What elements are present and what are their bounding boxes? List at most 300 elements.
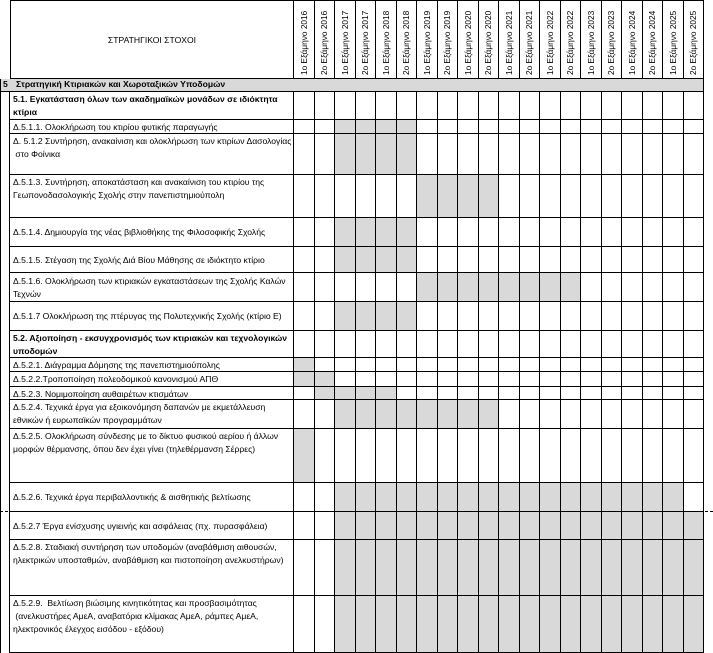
gantt-cell-filled[interactable] <box>356 540 377 596</box>
gantt-cell-filled[interactable] <box>356 512 377 540</box>
gantt-cell-empty[interactable] <box>684 218 705 247</box>
gantt-cell-empty[interactable] <box>458 92 479 120</box>
gantt-cell-filled[interactable] <box>397 596 418 653</box>
gantt-cell-filled[interactable] <box>335 400 356 429</box>
column-header[interactable] <box>397 0 418 79</box>
gantt-cell-empty[interactable] <box>479 302 500 331</box>
gantt-cell-filled[interactable] <box>335 512 356 540</box>
gantt-cell-empty[interactable] <box>602 400 623 429</box>
gantt-cell-filled[interactable] <box>438 400 459 429</box>
gantt-cell-filled[interactable] <box>397 120 418 134</box>
gantt-cell-empty[interactable] <box>458 218 479 247</box>
gantt-cell-empty[interactable] <box>540 92 561 120</box>
gantt-cell-filled[interactable] <box>417 512 438 540</box>
gantt-cell-empty[interactable] <box>520 175 541 218</box>
gantt-cell-empty[interactable] <box>663 387 684 400</box>
gantt-cell-empty[interactable] <box>520 331 541 358</box>
gantt-cell-empty[interactable] <box>540 372 561 387</box>
column-header[interactable] <box>356 0 377 79</box>
gantt-cell-empty[interactable] <box>438 302 459 331</box>
gantt-cell-empty[interactable] <box>315 120 336 134</box>
gantt-cell-empty[interactable] <box>479 331 500 358</box>
gantt-cell-empty[interactable] <box>315 331 336 358</box>
gantt-cell-empty[interactable] <box>479 429 500 483</box>
gantt-cell-filled[interactable] <box>458 273 479 302</box>
gantt-cell-empty[interactable] <box>684 273 705 302</box>
gantt-cell-empty[interactable] <box>684 372 705 387</box>
gantt-cell-filled[interactable] <box>335 247 356 273</box>
gantt-cell-empty[interactable] <box>294 120 315 134</box>
gantt-cell-filled[interactable] <box>581 483 602 512</box>
gantt-cell-filled[interactable] <box>397 134 418 175</box>
gantt-cell-filled[interactable] <box>397 247 418 273</box>
gantt-cell-empty[interactable] <box>294 483 315 512</box>
gantt-cell-filled[interactable] <box>397 218 418 247</box>
gantt-cell-empty[interactable] <box>540 429 561 483</box>
gantt-cell-filled[interactable] <box>397 483 418 512</box>
gantt-cell-filled[interactable] <box>663 512 684 540</box>
gantt-cell-filled[interactable] <box>356 400 377 429</box>
gantt-cell-empty[interactable] <box>561 400 582 429</box>
gantt-cell-empty[interactable] <box>458 331 479 358</box>
gantt-cell-empty[interactable] <box>684 247 705 273</box>
gantt-cell-empty[interactable] <box>294 92 315 120</box>
gantt-cell-filled[interactable] <box>356 596 377 653</box>
gantt-cell-empty[interactable] <box>684 387 705 400</box>
gantt-cell-empty[interactable] <box>294 331 315 358</box>
gantt-cell-empty[interactable] <box>376 175 397 218</box>
gantt-cell-empty[interactable] <box>684 120 705 134</box>
gantt-cell-empty[interactable] <box>356 175 377 218</box>
gantt-cell-filled[interactable] <box>438 175 459 218</box>
gantt-cell-empty[interactable] <box>622 400 643 429</box>
column-header[interactable] <box>622 0 643 79</box>
gantt-cell-empty[interactable] <box>643 331 664 358</box>
gantt-cell-empty[interactable] <box>602 429 623 483</box>
gantt-cell-filled[interactable] <box>520 273 541 302</box>
table-row-label-cell[interactable] <box>10 483 294 512</box>
gantt-cell-empty[interactable] <box>602 358 623 372</box>
table-row-label-cell[interactable] <box>10 273 294 302</box>
gantt-cell-empty[interactable] <box>602 273 623 302</box>
gantt-cell-filled[interactable] <box>335 387 356 400</box>
gantt-cell-empty[interactable] <box>643 134 664 175</box>
gantt-cell-empty[interactable] <box>602 387 623 400</box>
gantt-cell-empty[interactable] <box>417 358 438 372</box>
gantt-cell-filled[interactable] <box>581 596 602 653</box>
gantt-cell-filled[interactable] <box>581 512 602 540</box>
gantt-cell-empty[interactable] <box>499 92 520 120</box>
gantt-cell-empty[interactable] <box>684 429 705 483</box>
gantt-cell-empty[interactable] <box>315 218 336 247</box>
gantt-cell-filled[interactable] <box>499 540 520 596</box>
gantt-cell-empty[interactable] <box>479 387 500 400</box>
gantt-cell-empty[interactable] <box>397 331 418 358</box>
gantt-cell-filled[interactable] <box>356 302 377 331</box>
gantt-cell-filled[interactable] <box>417 596 438 653</box>
gantt-cell-empty[interactable] <box>684 331 705 358</box>
gantt-cell-empty[interactable] <box>622 372 643 387</box>
gantt-cell-empty[interactable] <box>663 273 684 302</box>
gantt-cell-filled[interactable] <box>602 540 623 596</box>
column-header[interactable] <box>294 0 315 79</box>
gantt-cell-empty[interactable] <box>438 218 459 247</box>
gantt-cell-empty[interactable] <box>315 596 336 653</box>
gantt-cell-empty[interactable] <box>294 387 315 400</box>
gantt-cell-empty[interactable] <box>499 358 520 372</box>
gantt-cell-empty[interactable] <box>499 120 520 134</box>
gantt-cell-empty[interactable] <box>479 92 500 120</box>
gantt-cell-filled[interactable] <box>417 273 438 302</box>
column-header[interactable] <box>663 0 684 79</box>
gantt-cell-empty[interactable] <box>315 358 336 372</box>
table-row-label-cell[interactable] <box>10 218 294 247</box>
gantt-cell-empty[interactable] <box>602 331 623 358</box>
gantt-cell-empty[interactable] <box>520 134 541 175</box>
gantt-cell-empty[interactable] <box>581 429 602 483</box>
gantt-cell-empty[interactable] <box>684 302 705 331</box>
gantt-cell-filled[interactable] <box>438 512 459 540</box>
gantt-cell-empty[interactable] <box>335 372 356 387</box>
gantt-cell-filled[interactable] <box>376 512 397 540</box>
gantt-cell-empty[interactable] <box>581 387 602 400</box>
gantt-cell-empty[interactable] <box>602 302 623 331</box>
gantt-cell-filled[interactable] <box>458 175 479 218</box>
gantt-cell-empty[interactable] <box>458 372 479 387</box>
gantt-cell-filled[interactable] <box>561 540 582 596</box>
gantt-cell-empty[interactable] <box>417 331 438 358</box>
gantt-cell-filled[interactable] <box>561 273 582 302</box>
gantt-cell-empty[interactable] <box>520 247 541 273</box>
gantt-cell-empty[interactable] <box>561 134 582 175</box>
gantt-cell-empty[interactable] <box>315 400 336 429</box>
gantt-cell-filled[interactable] <box>294 429 315 483</box>
gantt-cell-empty[interactable] <box>397 358 418 372</box>
gantt-cell-filled[interactable] <box>376 218 397 247</box>
gantt-cell-filled[interactable] <box>540 273 561 302</box>
gantt-cell-filled[interactable] <box>479 540 500 596</box>
gantt-cell-filled[interactable] <box>376 247 397 273</box>
table-row-label-cell[interactable] <box>10 358 294 372</box>
gantt-cell-filled[interactable] <box>356 387 377 400</box>
gantt-cell-empty[interactable] <box>581 400 602 429</box>
gantt-cell-empty[interactable] <box>499 218 520 247</box>
gantt-cell-filled[interactable] <box>458 596 479 653</box>
gantt-cell-empty[interactable] <box>663 247 684 273</box>
gantt-cell-empty[interactable] <box>622 175 643 218</box>
gantt-cell-empty[interactable] <box>294 175 315 218</box>
gantt-cell-empty[interactable] <box>663 134 684 175</box>
table-row-label-cell[interactable] <box>10 387 294 400</box>
gantt-cell-filled[interactable] <box>356 134 377 175</box>
gantt-cell-empty[interactable] <box>520 120 541 134</box>
gantt-cell-empty[interactable] <box>581 92 602 120</box>
gantt-cell-empty[interactable] <box>663 400 684 429</box>
gantt-cell-empty[interactable] <box>602 247 623 273</box>
gantt-cell-filled[interactable] <box>643 483 664 512</box>
gantt-cell-filled[interactable] <box>315 387 336 400</box>
gantt-cell-filled[interactable] <box>397 512 418 540</box>
gantt-cell-filled[interactable] <box>335 120 356 134</box>
gantt-cell-filled[interactable] <box>643 596 664 653</box>
gantt-cell-filled[interactable] <box>438 273 459 302</box>
gantt-cell-empty[interactable] <box>663 358 684 372</box>
gantt-cell-empty[interactable] <box>561 92 582 120</box>
gantt-cell-filled[interactable] <box>499 273 520 302</box>
gantt-cell-filled[interactable] <box>458 483 479 512</box>
gantt-cell-empty[interactable] <box>499 372 520 387</box>
gantt-cell-empty[interactable] <box>520 92 541 120</box>
gantt-cell-empty[interactable] <box>561 331 582 358</box>
gantt-cell-filled[interactable] <box>622 483 643 512</box>
gantt-cell-empty[interactable] <box>438 247 459 273</box>
gantt-cell-empty[interactable] <box>663 92 684 120</box>
gantt-cell-empty[interactable] <box>540 331 561 358</box>
gantt-cell-empty[interactable] <box>663 331 684 358</box>
gantt-cell-empty[interactable] <box>602 218 623 247</box>
gantt-cell-empty[interactable] <box>376 372 397 387</box>
gantt-cell-empty[interactable] <box>684 92 705 120</box>
gantt-cell-filled[interactable] <box>376 400 397 429</box>
gantt-cell-filled[interactable] <box>356 483 377 512</box>
gantt-cell-filled[interactable] <box>499 483 520 512</box>
table-row-label-cell[interactable] <box>10 302 294 331</box>
gantt-cell-filled[interactable] <box>643 540 664 596</box>
gantt-cell-filled[interactable] <box>684 540 705 596</box>
gantt-cell-empty[interactable] <box>397 387 418 400</box>
gantt-cell-filled[interactable] <box>520 512 541 540</box>
gantt-cell-filled[interactable] <box>540 540 561 596</box>
gantt-cell-empty[interactable] <box>643 92 664 120</box>
gantt-cell-empty[interactable] <box>581 302 602 331</box>
column-header[interactable] <box>479 0 500 79</box>
gantt-cell-filled[interactable] <box>356 218 377 247</box>
gantt-cell-filled[interactable] <box>417 400 438 429</box>
gantt-cell-empty[interactable] <box>315 92 336 120</box>
gantt-cell-empty[interactable] <box>622 273 643 302</box>
gantt-cell-empty[interactable] <box>335 429 356 483</box>
gantt-cell-filled[interactable] <box>397 400 418 429</box>
gantt-cell-empty[interactable] <box>315 540 336 596</box>
gantt-cell-empty[interactable] <box>622 134 643 175</box>
gantt-cell-empty[interactable] <box>376 273 397 302</box>
gantt-cell-empty[interactable] <box>622 358 643 372</box>
gantt-cell-empty[interactable] <box>540 134 561 175</box>
table-row-label-cell[interactable] <box>10 247 294 273</box>
gantt-cell-empty[interactable] <box>684 134 705 175</box>
column-header[interactable] <box>376 0 397 79</box>
gantt-cell-empty[interactable] <box>417 247 438 273</box>
gantt-cell-filled[interactable] <box>602 512 623 540</box>
gantt-cell-filled[interactable] <box>479 596 500 653</box>
gantt-cell-filled[interactable] <box>397 302 418 331</box>
gantt-cell-empty[interactable] <box>294 400 315 429</box>
gantt-cell-empty[interactable] <box>622 120 643 134</box>
gantt-cell-empty[interactable] <box>376 429 397 483</box>
column-header[interactable] <box>540 0 561 79</box>
gantt-cell-empty[interactable] <box>335 175 356 218</box>
gantt-cell-filled[interactable] <box>335 302 356 331</box>
gantt-cell-filled[interactable] <box>602 596 623 653</box>
gantt-cell-empty[interactable] <box>561 120 582 134</box>
gantt-cell-empty[interactable] <box>561 358 582 372</box>
gantt-cell-empty[interactable] <box>397 92 418 120</box>
table-row-label-cell[interactable] <box>10 429 294 483</box>
gantt-cell-empty[interactable] <box>417 134 438 175</box>
section-row[interactable] <box>0 79 704 92</box>
gantt-cell-filled[interactable] <box>520 483 541 512</box>
gantt-cell-empty[interactable] <box>315 512 336 540</box>
gantt-cell-empty[interactable] <box>684 483 705 512</box>
gantt-cell-empty[interactable] <box>581 331 602 358</box>
gantt-cell-empty[interactable] <box>561 175 582 218</box>
gantt-cell-empty[interactable] <box>581 358 602 372</box>
gantt-cell-empty[interactable] <box>643 358 664 372</box>
column-header[interactable] <box>520 0 541 79</box>
gantt-cell-empty[interactable] <box>540 218 561 247</box>
table-row-label-cell[interactable] <box>10 400 294 429</box>
gantt-cell-empty[interactable] <box>499 429 520 483</box>
gantt-cell-empty[interactable] <box>520 218 541 247</box>
gantt-cell-filled[interactable] <box>561 512 582 540</box>
gantt-cell-empty[interactable] <box>663 429 684 483</box>
column-header[interactable] <box>684 0 705 79</box>
gantt-cell-empty[interactable] <box>520 358 541 372</box>
gantt-cell-empty[interactable] <box>622 429 643 483</box>
gantt-cell-empty[interactable] <box>499 247 520 273</box>
gantt-cell-filled[interactable] <box>479 483 500 512</box>
table-row-label-cell[interactable] <box>10 512 294 540</box>
gantt-cell-filled[interactable] <box>315 372 336 387</box>
gantt-cell-filled[interactable] <box>438 540 459 596</box>
gantt-cell-empty[interactable] <box>417 218 438 247</box>
table-row-label-cell[interactable] <box>10 134 294 175</box>
gantt-cell-empty[interactable] <box>643 387 664 400</box>
table-row-label-cell[interactable] <box>10 540 294 596</box>
gantt-cell-empty[interactable] <box>356 331 377 358</box>
gantt-cell-empty[interactable] <box>356 372 377 387</box>
gantt-cell-empty[interactable] <box>581 247 602 273</box>
gantt-cell-empty[interactable] <box>622 92 643 120</box>
gantt-cell-empty[interactable] <box>602 175 623 218</box>
gantt-cell-filled[interactable] <box>376 302 397 331</box>
column-header[interactable] <box>438 0 459 79</box>
gantt-cell-empty[interactable] <box>622 331 643 358</box>
gantt-cell-empty[interactable] <box>663 120 684 134</box>
gantt-cell-empty[interactable] <box>561 387 582 400</box>
gantt-cell-empty[interactable] <box>581 218 602 247</box>
gantt-cell-empty[interactable] <box>663 218 684 247</box>
gantt-cell-empty[interactable] <box>417 429 438 483</box>
gantt-cell-empty[interactable] <box>335 273 356 302</box>
gantt-cell-empty[interactable] <box>376 331 397 358</box>
column-header[interactable] <box>458 0 479 79</box>
gantt-cell-empty[interactable] <box>315 175 336 218</box>
gantt-cell-filled[interactable] <box>663 596 684 653</box>
gantt-cell-empty[interactable] <box>438 429 459 483</box>
gantt-cell-filled[interactable] <box>684 512 705 540</box>
header-title-cell[interactable] <box>10 0 294 79</box>
column-header[interactable] <box>561 0 582 79</box>
gantt-cell-filled[interactable] <box>643 512 664 540</box>
gantt-cell-filled[interactable] <box>684 596 705 653</box>
gantt-cell-empty[interactable] <box>561 218 582 247</box>
gantt-cell-empty[interactable] <box>499 302 520 331</box>
gantt-cell-empty[interactable] <box>294 134 315 175</box>
gantt-cell-filled[interactable] <box>376 120 397 134</box>
gantt-cell-filled[interactable] <box>458 540 479 596</box>
gantt-cell-filled[interactable] <box>397 540 418 596</box>
gantt-cell-filled[interactable] <box>376 540 397 596</box>
gantt-cell-filled[interactable] <box>294 358 315 372</box>
gantt-cell-filled[interactable] <box>376 387 397 400</box>
gantt-cell-empty[interactable] <box>376 358 397 372</box>
gantt-cell-filled[interactable] <box>376 483 397 512</box>
gantt-cell-empty[interactable] <box>458 302 479 331</box>
gantt-cell-empty[interactable] <box>458 387 479 400</box>
table-row-label-cell[interactable] <box>10 92 294 120</box>
gantt-cell-filled[interactable] <box>458 512 479 540</box>
gantt-cell-empty[interactable] <box>684 400 705 429</box>
gantt-cell-empty[interactable] <box>458 358 479 372</box>
gantt-cell-empty[interactable] <box>479 247 500 273</box>
gantt-cell-empty[interactable] <box>294 302 315 331</box>
gantt-cell-filled[interactable] <box>458 400 479 429</box>
gantt-cell-filled[interactable] <box>663 483 684 512</box>
gantt-cell-filled[interactable] <box>417 483 438 512</box>
gantt-cell-empty[interactable] <box>315 483 336 512</box>
gantt-cell-filled[interactable] <box>520 540 541 596</box>
gantt-cell-empty[interactable] <box>581 273 602 302</box>
gantt-cell-empty[interactable] <box>663 175 684 218</box>
gantt-cell-empty[interactable] <box>315 134 336 175</box>
gantt-cell-empty[interactable] <box>479 218 500 247</box>
gantt-cell-empty[interactable] <box>499 134 520 175</box>
gantt-cell-empty[interactable] <box>438 120 459 134</box>
gantt-cell-empty[interactable] <box>622 218 643 247</box>
column-header[interactable] <box>602 0 623 79</box>
gantt-cell-empty[interactable] <box>479 120 500 134</box>
gantt-cell-empty[interactable] <box>417 120 438 134</box>
gantt-cell-filled[interactable] <box>479 400 500 429</box>
gantt-cell-empty[interactable] <box>438 134 459 175</box>
gantt-cell-empty[interactable] <box>438 358 459 372</box>
gantt-cell-filled[interactable] <box>417 175 438 218</box>
gantt-cell-empty[interactable] <box>479 358 500 372</box>
gantt-cell-empty[interactable] <box>397 175 418 218</box>
gantt-cell-empty[interactable] <box>315 247 336 273</box>
gantt-cell-empty[interactable] <box>561 302 582 331</box>
gantt-cell-empty[interactable] <box>294 596 315 653</box>
gantt-cell-empty[interactable] <box>315 273 336 302</box>
gantt-cell-empty[interactable] <box>438 331 459 358</box>
gantt-cell-empty[interactable] <box>335 331 356 358</box>
gantt-cell-empty[interactable] <box>520 302 541 331</box>
gantt-cell-filled[interactable] <box>479 175 500 218</box>
gantt-cell-empty[interactable] <box>499 387 520 400</box>
column-header[interactable] <box>417 0 438 79</box>
gantt-cell-empty[interactable] <box>643 273 664 302</box>
column-header[interactable] <box>499 0 520 79</box>
gantt-cell-empty[interactable] <box>458 247 479 273</box>
gantt-cell-empty[interactable] <box>335 92 356 120</box>
gantt-cell-empty[interactable] <box>540 387 561 400</box>
gantt-cell-empty[interactable] <box>294 218 315 247</box>
table-row-label-cell[interactable] <box>10 120 294 134</box>
gantt-cell-filled[interactable] <box>663 540 684 596</box>
table-row-label-cell[interactable] <box>10 372 294 387</box>
gantt-cell-empty[interactable] <box>581 175 602 218</box>
